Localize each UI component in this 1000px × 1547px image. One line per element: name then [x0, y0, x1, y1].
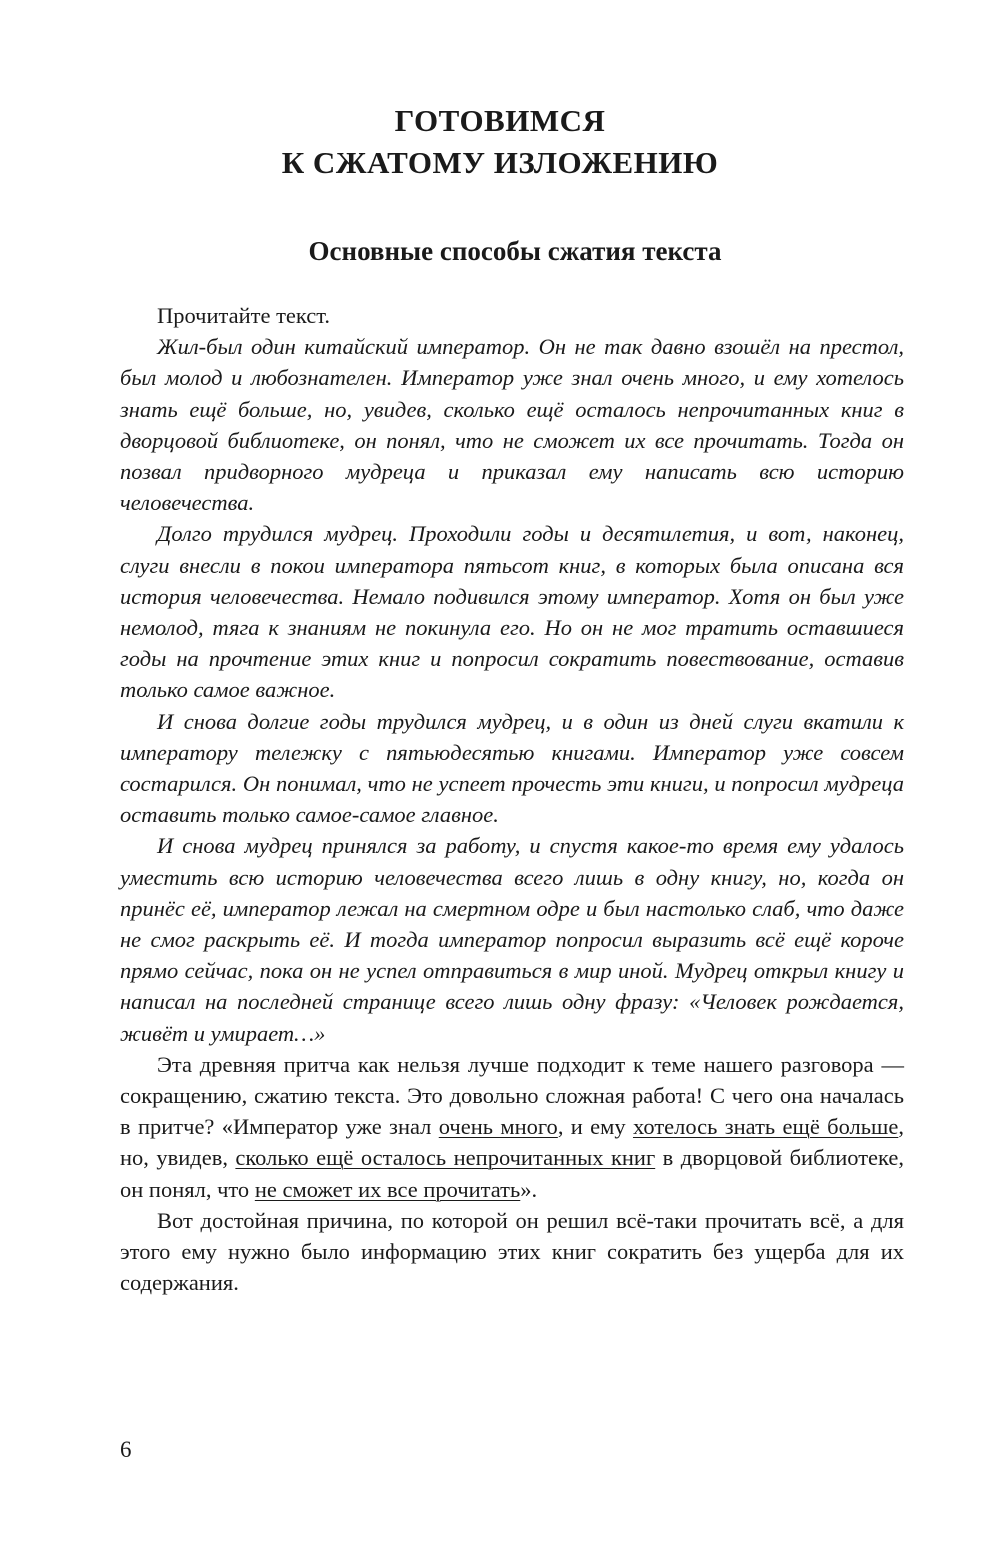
- intro-paragraph: Прочитайте текст.: [157, 303, 331, 328]
- underlined-phrase: не сможет их все прочитать: [254, 1176, 521, 1202]
- story-paragraph-1: Жил-был один китайский император. Он не так давно взошёл на престол, был молод и любознателен. Император уже знал очень много, и ему хотелось знать ещё больше, но, увидев, сколько ещё осталось непрочитанных книг в дворцовой библиотеке, он понял, что не сможет их все прочитать. Тогда он позвал придворного мудреца и приказал ему написать всю историю человечества.: [120, 334, 904, 516]
- story-paragraph-3: И снова долгие годы трудился мудрец, и в один из дней слуги вкатили к императору тележку с пятьюдесятью книгами. Император уже совсем состарился. Он понимал, что не успеет прочесть эти книги, и попросил мудреца оставить только самое-самое главное.: [120, 708, 904, 828]
- underlined-phrase: хотелось знать ещё больше: [632, 1114, 899, 1140]
- discussion-text: ».: [520, 1176, 538, 1202]
- chapter-title: [0, 100, 1000, 184]
- underlined-phrase: сколько ещё осталось непрочитанных книг: [235, 1145, 656, 1171]
- discussion-paragraph-1: [120, 1049, 904, 1205]
- underlined-phrase: очень много: [438, 1114, 558, 1140]
- page-number: 6: [120, 1437, 132, 1462]
- discussion-paragraph-2: Вот достойная причина, по которой он решил всё-таки прочитать всё, а для этого ему нужно было информацию этих книг сократить без ущерба для их содержания.: [120, 1207, 904, 1296]
- section-title: Основные способы сжатия текста: [308, 236, 722, 266]
- discussion-text: в дворцовой библиотеке, он понял, что: [120, 1145, 905, 1202]
- body-text: [120, 300, 904, 1299]
- story-paragraph-4: И снова мудрец принялся за работу, и спустя какое-то время ему удалось уместить всю историю человечества всего лишь в одну книгу, но, когда он принёс её, император лежал на смертном одре и был настолько слаб, что даже не смог раскрыть её. И тогда император попросил выразить всё ещё короче прямо сейчас, пока он не успел отправиться в мир иной. Мудрец открыл книгу и написал на последней странице всего лишь одну фразу: «Человек рождается, живёт и умирает…»: [120, 833, 904, 1046]
- discussion-text: Эта древняя притча как нельзя лучше подходит к теме нашего разговора — сокращению, сжатию текста. Это довольно сложная работа! С чего она началась в притче? «Император уже знал: [120, 1051, 904, 1140]
- discussion-text: , и ему: [557, 1114, 633, 1140]
- story-paragraph-2: Долго трудился мудрец. Проходили годы и десятилетия, и вот, наконец, слуги внесли в покои императора пятьсот книг, в которых была описана вся история человечества. Немало подивился этому император. Хотя он был уже немолод, тяга к знаниям не покинула его. Но он не мог тратить оставшиеся годы на прочтение этих книг и попросил сократить повествование, оставив только самое важное.: [120, 521, 904, 703]
- chapter-title-line-2: К СЖАТОМУ ИЗЛОЖЕНИЮ: [281, 145, 719, 180]
- discussion-text: , но, увидев,: [120, 1114, 904, 1171]
- chapter-title-line-1: ГОТОВИМСЯ: [394, 103, 606, 138]
